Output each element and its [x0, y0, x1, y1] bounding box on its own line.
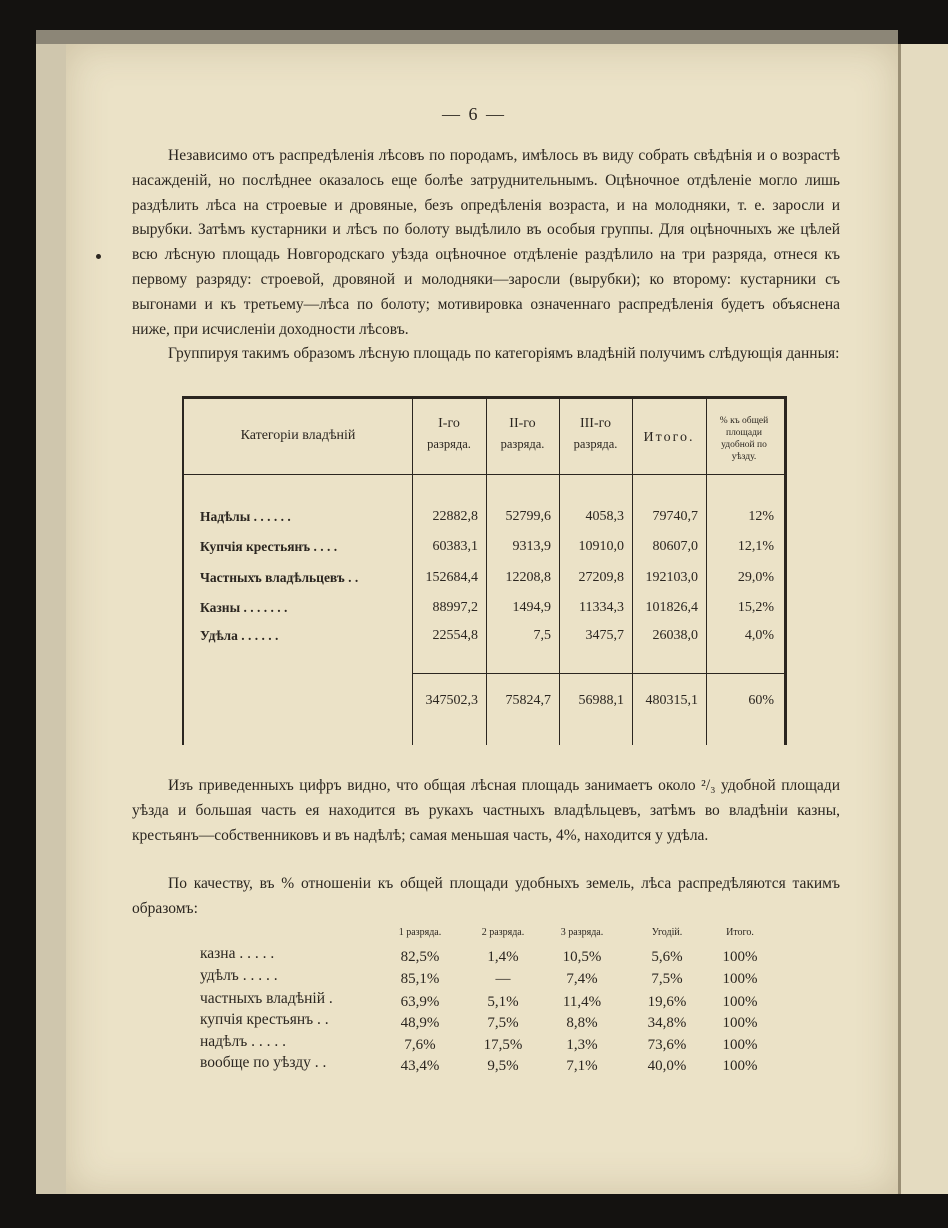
header-rank2: II-го разряда. — [500, 416, 545, 451]
table-cell-pct: 29,0% — [737, 570, 774, 585]
table-cell-pct: 12% — [748, 509, 774, 524]
header-category: Категоріи владѣній — [240, 428, 356, 443]
table-total-r3: 56988,1 — [578, 693, 624, 708]
header-total: Итого. — [643, 430, 695, 445]
table-cell-r1: 152684,4 — [425, 570, 478, 585]
header-percent: % къ общей площади удобной по уѣзду. — [719, 416, 769, 462]
quality-cell: 7,6% — [404, 1037, 436, 1053]
header-rank1: I-го разряда. — [427, 416, 471, 451]
table-total-pct: 60% — [748, 693, 774, 708]
quality-row-label: купчія крестьянъ . . — [200, 1011, 329, 1028]
table-cell-r2: 52799,6 — [505, 509, 551, 524]
header-rank3: III-го разряда. — [573, 416, 618, 451]
quality-header: 2 разряда. — [481, 927, 525, 938]
table-row-label: Казны . . . . . . . — [200, 600, 288, 615]
table-cell-r3: 11334,3 — [579, 600, 624, 615]
table-total-total: 480315,1 — [645, 693, 698, 708]
quality-cell: 5,1% — [487, 994, 519, 1010]
quality-cell: 7,4% — [566, 971, 598, 987]
table-total-r1: 347502,3 — [425, 693, 478, 708]
quality-cell: 19,6% — [647, 994, 687, 1010]
quality-cell: 100% — [722, 1037, 758, 1053]
quality-cell: 1,4% — [487, 949, 519, 965]
paragraph-grouping-intro: Группируя такимъ образомъ лѣсную площадь по категоріямъ владѣній получимъ слѣдующія данныя: — [168, 345, 840, 362]
quality-cell: 10,5% — [562, 949, 602, 965]
quality-cell: 11,4% — [562, 994, 602, 1010]
quality-cell: 40,0% — [647, 1058, 687, 1074]
quality-cell: 1,3% — [566, 1037, 598, 1053]
quality-cell: 85,1% — [400, 971, 440, 987]
table-cell-total: 80607,0 — [652, 539, 698, 554]
table-cell-pct: 4,0% — [744, 628, 774, 643]
table-cell-r2: 12208,8 — [505, 570, 551, 585]
ink-dot — [96, 254, 101, 259]
quality-cell: 5,6% — [651, 949, 683, 965]
table-cell-r2: 9313,9 — [512, 539, 551, 554]
table-row-label: Удѣла . . . . . . — [200, 628, 279, 643]
quality-cell: 100% — [722, 994, 758, 1010]
quality-header: 3 разряда. — [560, 927, 604, 938]
quality-cell: 100% — [722, 1058, 758, 1074]
quality-cell: 34,8% — [647, 1015, 687, 1031]
page-number: — 6 — — [442, 104, 506, 124]
table-cell-r2: 7,5 — [533, 628, 551, 643]
paragraph-quality-intro: По качеству, въ % отношеніи къ общей площади удобныхъ земель, лѣса распредѣляются такимъ образомъ: — [132, 875, 840, 917]
table-cell-r1: 22882,8 — [432, 509, 478, 524]
paragraph-age-classification: Независимо отъ распредѣленія лѣсовъ по породамъ, имѣлось въ виду собрать свѣдѣнія и о возрастѣ насажденій, но послѣднее оказалось еще болѣе затруднительнымъ. Оцѣночное отдѣленіе могло лишь раздѣлить лѣса на строевые и дровяные, безъ опредѣленія возраста, и на молодняки, т. е. заросли и вырубки. Затѣмъ кустарники и лѣсъ по болоту выдѣлило въ особыя группы. Для оцѣночныхъ же цѣлей всю лѣсную площадь Новгородскаго уѣзда оцѣночное отдѣленіе раздѣлило на три разряда, отнеся къ первому разряду: строевой, дровяной и молодняки—заросли (вырубки); ко второму: кустарники съ выгонами и къ третьему—лѣса по болоту; мотивировка означеннаго распредѣленія будетъ объяснена ниже, при исчисленіи доходности лѣсовъ. — [132, 147, 840, 338]
quality-row-label: надѣлъ . . . . . — [200, 1033, 286, 1050]
table-cell-total: 79740,7 — [652, 509, 698, 524]
quality-cell: 100% — [722, 1015, 758, 1031]
table-cell-pct: 15,2% — [737, 600, 774, 615]
table-cell-r3: 4058,3 — [585, 509, 624, 524]
quality-row-label: удѣлъ . . . . . — [200, 967, 278, 984]
table-cell-r2: 1494,9 — [512, 600, 551, 615]
quality-header: 1 разряда. — [398, 927, 442, 938]
quality-cell: 7,1% — [566, 1058, 598, 1074]
quality-cell: 8,8% — [566, 1015, 598, 1031]
paragraph-conclusion: Изъ приведенныхъ цифръ видно, что общая лѣсная площадь занимаетъ около ²/₃ удобной площади уѣзда и большая часть ея находится въ рукахъ частныхъ владѣльцевъ, затѣмъ во владѣніи казны, крестьянъ—собственниковъ и въ надѣлѣ; самая меньшая часть, 4%, находится у удѣла. — [132, 777, 840, 844]
table-cell-total: 26038,0 — [652, 628, 698, 643]
quality-cell: — — [495, 971, 511, 987]
table-total-r2: 75824,7 — [505, 693, 551, 708]
table-cell-r3: 3475,7 — [585, 628, 624, 643]
table-cell-pct: 12,1% — [737, 539, 774, 554]
quality-header: Угодій. — [651, 927, 683, 938]
table-cell-total: 192103,0 — [645, 570, 698, 585]
quality-row-label: частныхъ владѣній . — [200, 990, 333, 1007]
quality-cell: 9,5% — [487, 1058, 519, 1074]
quality-cell: 48,9% — [400, 1015, 440, 1031]
table-cell-r3: 10910,0 — [578, 539, 624, 554]
table-cell-r1: 88997,2 — [432, 600, 478, 615]
table-row-label: Купчія крестьянъ . . . . — [200, 539, 338, 554]
forest-area-table — [182, 396, 787, 745]
quality-cell: 100% — [722, 949, 758, 965]
quality-cell: 43,4% — [400, 1058, 440, 1074]
table-row-label: Надѣлы . . . . . . — [200, 509, 291, 524]
table-cell-r1: 60383,1 — [432, 539, 478, 554]
quality-header: Итого. — [726, 927, 754, 938]
quality-row-label: вообще по уѣзду . . — [200, 1054, 327, 1071]
quality-cell: 7,5% — [487, 1015, 519, 1031]
table-row-label: Частныхъ владѣльцевъ . . — [200, 570, 359, 585]
table-cell-total: 101826,4 — [645, 600, 698, 615]
next-page-edge — [898, 44, 948, 1194]
quality-cell: 82,5% — [400, 949, 440, 965]
table-cell-r3: 27209,8 — [578, 570, 624, 585]
quality-cell: 73,6% — [647, 1037, 687, 1053]
quality-cell: 100% — [722, 971, 758, 987]
quality-row-label: казна . . . . . — [200, 945, 275, 962]
quality-cell: 63,9% — [400, 994, 440, 1010]
quality-cell: 7,5% — [651, 971, 683, 987]
table-cell-r1: 22554,8 — [432, 628, 478, 643]
quality-cell: 17,5% — [483, 1037, 523, 1053]
